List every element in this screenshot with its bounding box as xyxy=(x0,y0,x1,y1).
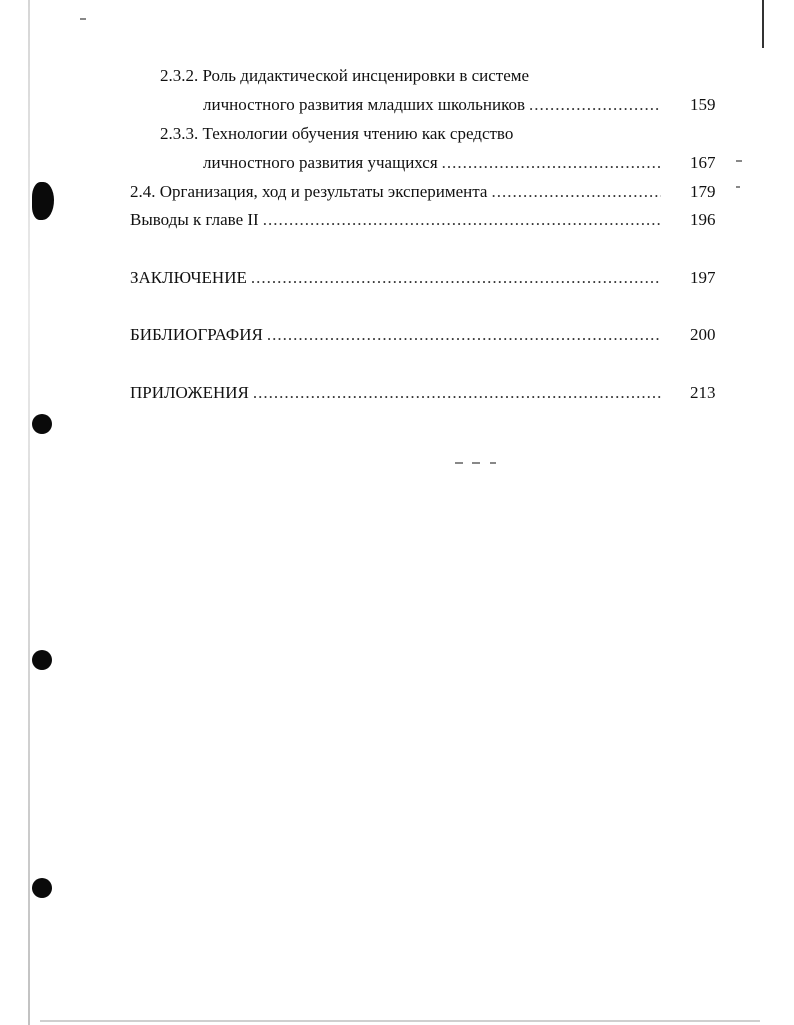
scan-speck xyxy=(455,462,463,464)
toc-page-number: 213 xyxy=(690,383,716,402)
toc-entry-2-3-2-title: 2.3.2. Роль дидактической инсценировки в системе xyxy=(160,66,530,85)
toc-entry-2-3-3-title: 2.3.3. Технологии обучения чтению как средство xyxy=(160,124,514,143)
toc-entry-label: БИБЛИОГРАФИЯ xyxy=(130,325,263,344)
toc-entry-label: личностного развития младших школьников xyxy=(203,95,525,114)
dot-leader xyxy=(267,324,661,346)
toc-entry-bibliography[interactable] xyxy=(130,324,665,346)
toc-entry-label: Выводы к главе II xyxy=(130,210,259,229)
toc-entry-appendices[interactable] xyxy=(130,382,665,404)
dot-leader xyxy=(529,94,661,116)
scan-speck xyxy=(490,462,496,464)
dot-leader xyxy=(251,267,661,289)
toc-entry-label: 2.4. Организация, ход и результаты эксперимента xyxy=(130,182,488,201)
toc-page-number: 197 xyxy=(690,268,716,287)
punch-hole xyxy=(32,650,52,670)
toc-page-number: 200 xyxy=(690,325,716,344)
dot-leader xyxy=(263,209,661,231)
toc-entry-conclusions-ch2[interactable] xyxy=(130,209,665,231)
dot-leader xyxy=(442,152,661,174)
scan-speck xyxy=(80,18,86,20)
scan-speck xyxy=(472,462,480,464)
toc-entry-2-3-2[interactable] xyxy=(203,94,665,116)
scan-bottom-edge xyxy=(40,1020,760,1022)
toc-entry-conclusion[interactable] xyxy=(130,267,665,289)
toc-page-number: 159 xyxy=(690,95,716,114)
toc-entry-label: ЗАКЛЮЧЕНИЕ xyxy=(130,268,247,287)
dot-leader xyxy=(253,382,661,404)
dot-leader xyxy=(491,181,661,203)
toc-page-number: 196 xyxy=(690,210,716,229)
toc-entry-label: личностного развития учащихся xyxy=(203,153,438,172)
scan-speck xyxy=(736,186,740,188)
toc-entry-2-3-3[interactable] xyxy=(203,152,665,174)
toc-page-number: 179 xyxy=(690,182,716,201)
toc-entry-label: ПРИЛОЖЕНИЯ xyxy=(130,383,249,402)
toc-page-number: 167 xyxy=(690,153,716,172)
punch-hole xyxy=(32,878,52,898)
scan-left-edge xyxy=(28,0,30,1025)
toc-entry-2-4[interactable] xyxy=(130,181,665,203)
scan-right-edge xyxy=(762,0,764,48)
punch-hole-mark xyxy=(32,182,54,220)
punch-hole xyxy=(32,414,52,434)
scan-speck xyxy=(736,160,742,162)
